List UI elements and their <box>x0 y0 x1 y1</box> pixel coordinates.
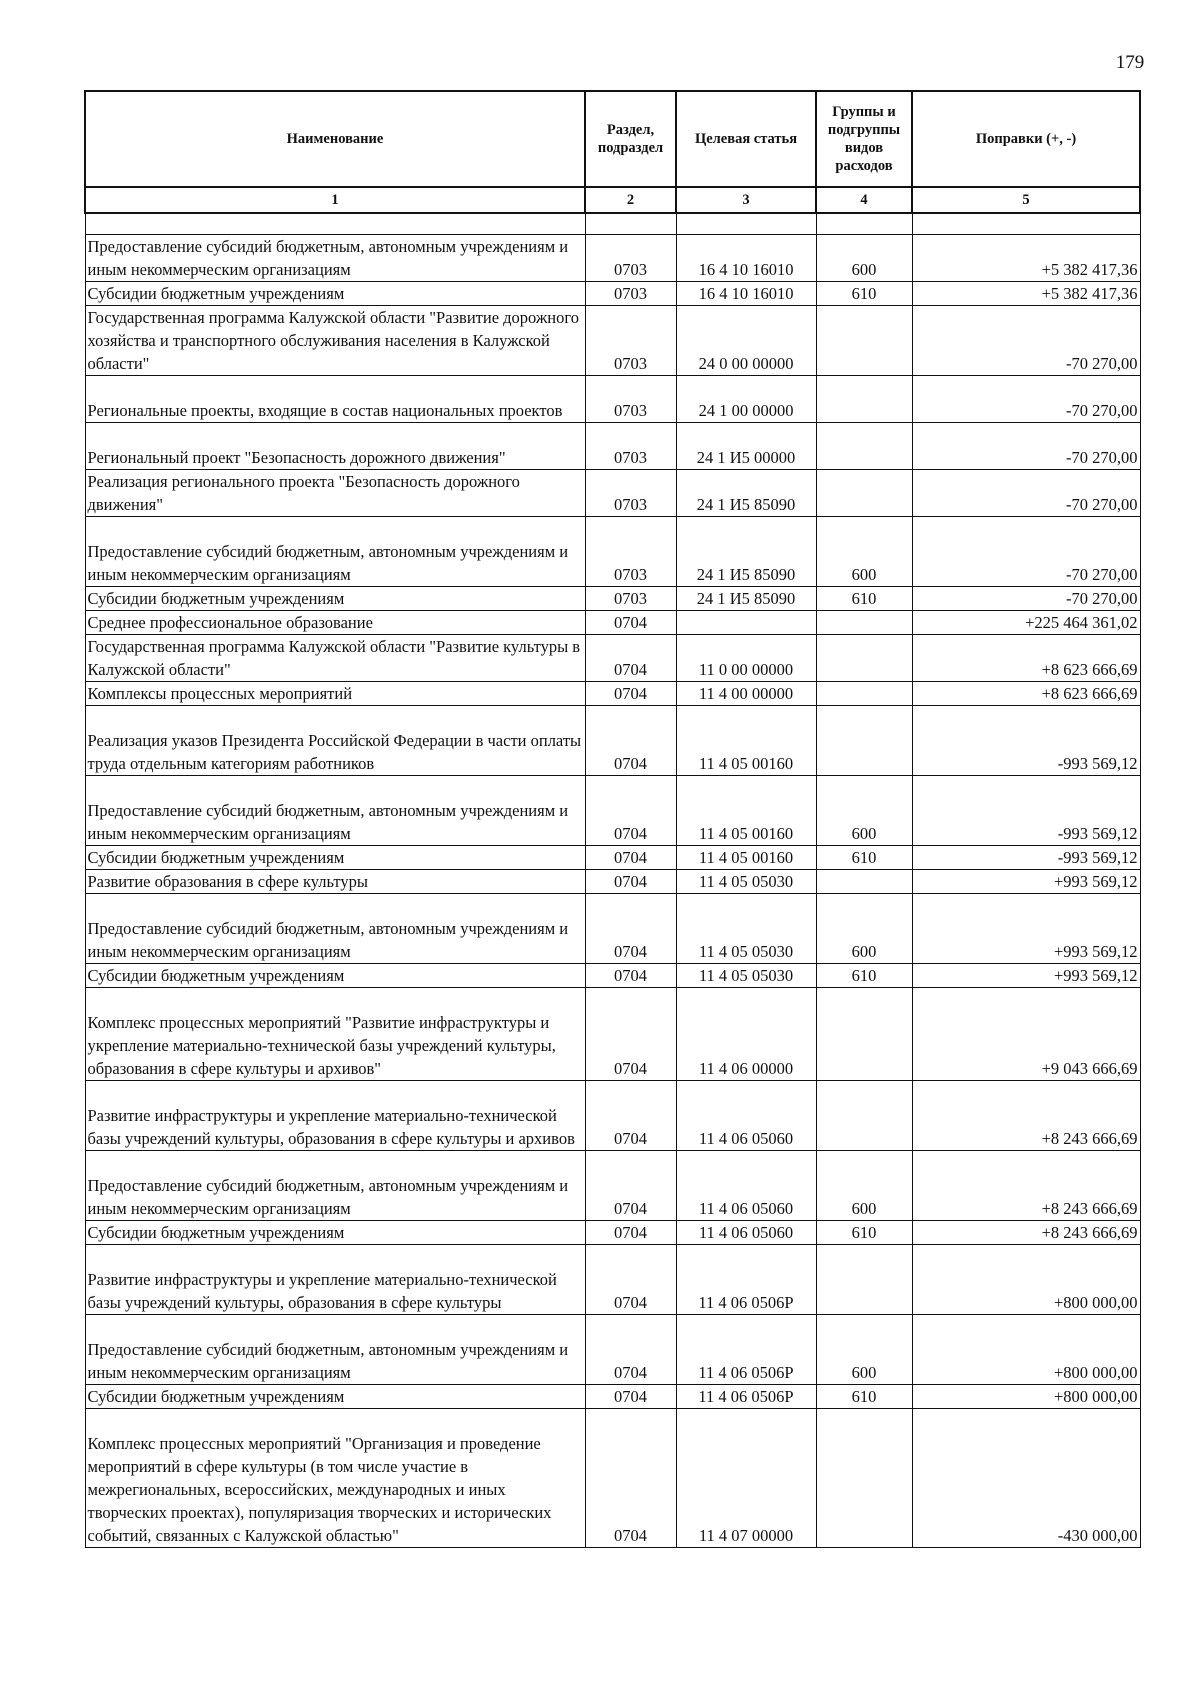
cell-group <box>816 1081 912 1151</box>
cell-amount: +800 000,00 <box>912 1315 1140 1385</box>
cell-name: Развитие образования в сфере культуры <box>85 870 585 894</box>
cell-target <box>676 611 816 635</box>
table-row <box>85 376 1140 423</box>
table-row <box>85 1315 1140 1385</box>
cell-group: 600 <box>816 1315 912 1385</box>
cell-target: 11 4 05 05030 <box>676 894 816 964</box>
cell-amount: -430 000,00 <box>912 1409 1140 1548</box>
cell-target: 11 4 05 00160 <box>676 706 816 776</box>
header-row <box>85 91 1140 187</box>
table-row <box>85 870 1140 894</box>
cell-group <box>816 870 912 894</box>
cell-name: Комплекс процессных мероприятий "Организация и проведение мероприятий в сфере культуры (в том числе участие в межрегиональных, всероссийских, международных и иных творческих проектах), популяризация творческих и исторических событий, связанных с Калужской областью" <box>85 1409 585 1548</box>
table-row <box>85 282 1140 306</box>
table-row <box>85 1245 1140 1315</box>
cell-group <box>816 611 912 635</box>
cell-target: 24 0 00 00000 <box>676 306 816 376</box>
table-row <box>85 1081 1140 1151</box>
cell-target: 24 1 00 00000 <box>676 376 816 423</box>
cell-amount: +8 243 666,69 <box>912 1151 1140 1221</box>
cell-group: 600 <box>816 517 912 587</box>
cell-target: 11 4 06 05060 <box>676 1081 816 1151</box>
cell-section: 0704 <box>585 846 676 870</box>
cell-group <box>816 1409 912 1548</box>
table-row <box>85 423 1140 470</box>
cell-group: 610 <box>816 1385 912 1409</box>
column-number: 5 <box>912 187 1140 213</box>
cell-section: 0704 <box>585 776 676 846</box>
cell-amount: -993 569,12 <box>912 776 1140 846</box>
cell-amount: -993 569,12 <box>912 846 1140 870</box>
cell-group <box>816 635 912 682</box>
table-row <box>85 846 1140 870</box>
cell-section: 0704 <box>585 1151 676 1221</box>
cell-section: 0703 <box>585 423 676 470</box>
cell-amount: -70 270,00 <box>912 306 1140 376</box>
cell-section: 0704 <box>585 635 676 682</box>
cell-amount: -70 270,00 <box>912 376 1140 423</box>
table-row <box>85 1221 1140 1245</box>
header-amendments: Поправки (+, -) <box>912 91 1140 187</box>
table-row <box>85 706 1140 776</box>
cell-group: 610 <box>816 1221 912 1245</box>
cell-name: Предоставление субсидий бюджетным, автономным учреждениям и иным некоммерческим организациям <box>85 894 585 964</box>
cell-group <box>816 423 912 470</box>
column-number: 1 <box>85 187 585 213</box>
cell-name: Региональный проект "Безопасность дорожного движения" <box>85 423 585 470</box>
cell-target: 11 4 05 05030 <box>676 964 816 988</box>
cell-name: Среднее профессиональное образование <box>85 611 585 635</box>
cell-target: 11 4 05 00160 <box>676 776 816 846</box>
cell-target: 11 4 06 0506Р <box>676 1385 816 1409</box>
cell-name: Субсидии бюджетным учреждениям <box>85 282 585 306</box>
cell-name: Развитие инфраструктуры и укрепление материально-технической базы учреждений культуры, образования в сфере культуры и архивов <box>85 1081 585 1151</box>
table-row <box>85 517 1140 587</box>
spacer-cell <box>585 213 676 235</box>
cell-section: 0703 <box>585 376 676 423</box>
cell-group: 610 <box>816 964 912 988</box>
cell-amount: +5 382 417,36 <box>912 235 1140 282</box>
cell-amount: +9 043 666,69 <box>912 988 1140 1081</box>
cell-group: 610 <box>816 587 912 611</box>
table-row <box>85 587 1140 611</box>
cell-target: 16 4 10 16010 <box>676 282 816 306</box>
cell-name: Субсидии бюджетным учреждениям <box>85 587 585 611</box>
cell-name: Субсидии бюджетным учреждениям <box>85 964 585 988</box>
table-row <box>85 776 1140 846</box>
table-row <box>85 470 1140 517</box>
cell-amount: +8 623 666,69 <box>912 682 1140 706</box>
cell-name: Субсидии бюджетным учреждениям <box>85 846 585 870</box>
cell-amount: +225 464 361,02 <box>912 611 1140 635</box>
cell-amount: -70 270,00 <box>912 587 1140 611</box>
table-row <box>85 235 1140 282</box>
cell-group: 600 <box>816 894 912 964</box>
cell-name: Субсидии бюджетным учреждениям <box>85 1221 585 1245</box>
spacer-cell <box>676 213 816 235</box>
cell-amount: +993 569,12 <box>912 964 1140 988</box>
cell-group <box>816 306 912 376</box>
cell-section: 0703 <box>585 282 676 306</box>
column-number: 4 <box>816 187 912 213</box>
cell-group: 600 <box>816 235 912 282</box>
column-number: 3 <box>676 187 816 213</box>
cell-target: 16 4 10 16010 <box>676 235 816 282</box>
table-row <box>85 1151 1140 1221</box>
cell-section: 0704 <box>585 1385 676 1409</box>
cell-section: 0704 <box>585 894 676 964</box>
cell-group <box>816 706 912 776</box>
cell-target: 11 4 06 05060 <box>676 1151 816 1221</box>
cell-amount: +993 569,12 <box>912 870 1140 894</box>
spacer-cell <box>912 213 1140 235</box>
cell-section: 0704 <box>585 706 676 776</box>
cell-amount: -70 270,00 <box>912 517 1140 587</box>
cell-target: 24 1 И5 85090 <box>676 587 816 611</box>
cell-section: 0704 <box>585 988 676 1081</box>
cell-amount: +8 243 666,69 <box>912 1221 1140 1245</box>
cell-target: 11 4 06 0506Р <box>676 1315 816 1385</box>
cell-name: Комплекс процессных мероприятий "Развитие инфраструктуры и укрепление материально-технической базы учреждений культуры, образования в сфере культуры и архивов" <box>85 988 585 1081</box>
header-name: Наименование <box>85 91 585 187</box>
cell-section: 0704 <box>585 1315 676 1385</box>
cell-target: 11 4 00 00000 <box>676 682 816 706</box>
cell-group <box>816 682 912 706</box>
cell-target: 11 0 00 00000 <box>676 635 816 682</box>
cell-section: 0704 <box>585 1221 676 1245</box>
cell-name: Предоставление субсидий бюджетным, автономным учреждениям и иным некоммерческим организациям <box>85 776 585 846</box>
table-row <box>85 306 1140 376</box>
cell-section: 0703 <box>585 306 676 376</box>
cell-name: Развитие инфраструктуры и укрепление материально-технической базы учреждений культуры, образования в сфере культуры <box>85 1245 585 1315</box>
cell-name: Предоставление субсидий бюджетным, автономным учреждениям и иным некоммерческим организациям <box>85 235 585 282</box>
table-row <box>85 1409 1140 1548</box>
cell-section: 0703 <box>585 235 676 282</box>
spacer-cell <box>816 213 912 235</box>
cell-section: 0704 <box>585 1081 676 1151</box>
spacer-row <box>85 213 1140 235</box>
column-number-row <box>85 187 1140 213</box>
cell-group: 600 <box>816 1151 912 1221</box>
cell-group: 610 <box>816 282 912 306</box>
table-row <box>85 964 1140 988</box>
cell-group: 600 <box>816 776 912 846</box>
table-row <box>85 611 1140 635</box>
cell-section: 0703 <box>585 470 676 517</box>
table-row <box>85 635 1140 682</box>
spacer-cell <box>85 213 585 235</box>
header-target: Целевая статья <box>676 91 816 187</box>
cell-section: 0704 <box>585 1409 676 1548</box>
cell-target: 11 4 07 00000 <box>676 1409 816 1548</box>
cell-section: 0704 <box>585 964 676 988</box>
table-row <box>85 894 1140 964</box>
column-number: 2 <box>585 187 676 213</box>
cell-section: 0704 <box>585 870 676 894</box>
cell-section: 0704 <box>585 611 676 635</box>
cell-name: Государственная программа Калужской области "Развитие дорожного хозяйства и транспортного обслуживания населения в Калужской области" <box>85 306 585 376</box>
cell-amount: +8 243 666,69 <box>912 1081 1140 1151</box>
cell-amount: +800 000,00 <box>912 1385 1140 1409</box>
cell-group <box>816 376 912 423</box>
page-number: 179 <box>1115 52 1145 73</box>
table-row <box>85 1385 1140 1409</box>
cell-group <box>816 470 912 517</box>
cell-section: 0703 <box>585 587 676 611</box>
cell-name: Предоставление субсидий бюджетным, автономным учреждениям и иным некоммерческим организациям <box>85 517 585 587</box>
table-row <box>85 988 1140 1081</box>
cell-name: Комплексы процессных мероприятий <box>85 682 585 706</box>
cell-target: 11 4 06 0506Р <box>676 1245 816 1315</box>
cell-name: Государственная программа Калужской области "Развитие культуры в Калужской области" <box>85 635 585 682</box>
cell-group: 610 <box>816 846 912 870</box>
cell-name: Субсидии бюджетным учреждениям <box>85 1385 585 1409</box>
cell-amount: +993 569,12 <box>912 894 1140 964</box>
table-row <box>85 682 1140 706</box>
cell-section: 0703 <box>585 517 676 587</box>
cell-name: Реализация указов Президента Российской Федерации в части оплаты труда отдельным категориям работников <box>85 706 585 776</box>
cell-name: Региональные проекты, входящие в состав национальных проектов <box>85 376 585 423</box>
cell-amount: +5 382 417,36 <box>912 282 1140 306</box>
header-groups: Группы и подгруппы видов расходов <box>816 91 912 187</box>
cell-name: Предоставление субсидий бюджетным, автономным учреждениям и иным некоммерческим организациям <box>85 1315 585 1385</box>
cell-group <box>816 988 912 1081</box>
cell-name: Предоставление субсидий бюджетным, автономным учреждениям и иным некоммерческим организациям <box>85 1151 585 1221</box>
cell-amount: -70 270,00 <box>912 423 1140 470</box>
cell-target: 24 1 И5 85090 <box>676 517 816 587</box>
cell-section: 0704 <box>585 1245 676 1315</box>
cell-target: 11 4 06 05060 <box>676 1221 816 1245</box>
cell-target: 24 1 И5 00000 <box>676 423 816 470</box>
cell-amount: +800 000,00 <box>912 1245 1140 1315</box>
header-section: Раздел, подраздел <box>585 91 676 187</box>
cell-name: Реализация регионального проекта "Безопасность дорожного движения" <box>85 470 585 517</box>
cell-target: 11 4 05 00160 <box>676 846 816 870</box>
cell-target: 11 4 05 05030 <box>676 870 816 894</box>
cell-amount: -993 569,12 <box>912 706 1140 776</box>
cell-target: 24 1 И5 85090 <box>676 470 816 517</box>
cell-amount: +8 623 666,69 <box>912 635 1140 682</box>
cell-amount: -70 270,00 <box>912 470 1140 517</box>
cell-group <box>816 1245 912 1315</box>
cell-target: 11 4 06 00000 <box>676 988 816 1081</box>
cell-section: 0704 <box>585 682 676 706</box>
budget-table <box>84 90 1141 1548</box>
